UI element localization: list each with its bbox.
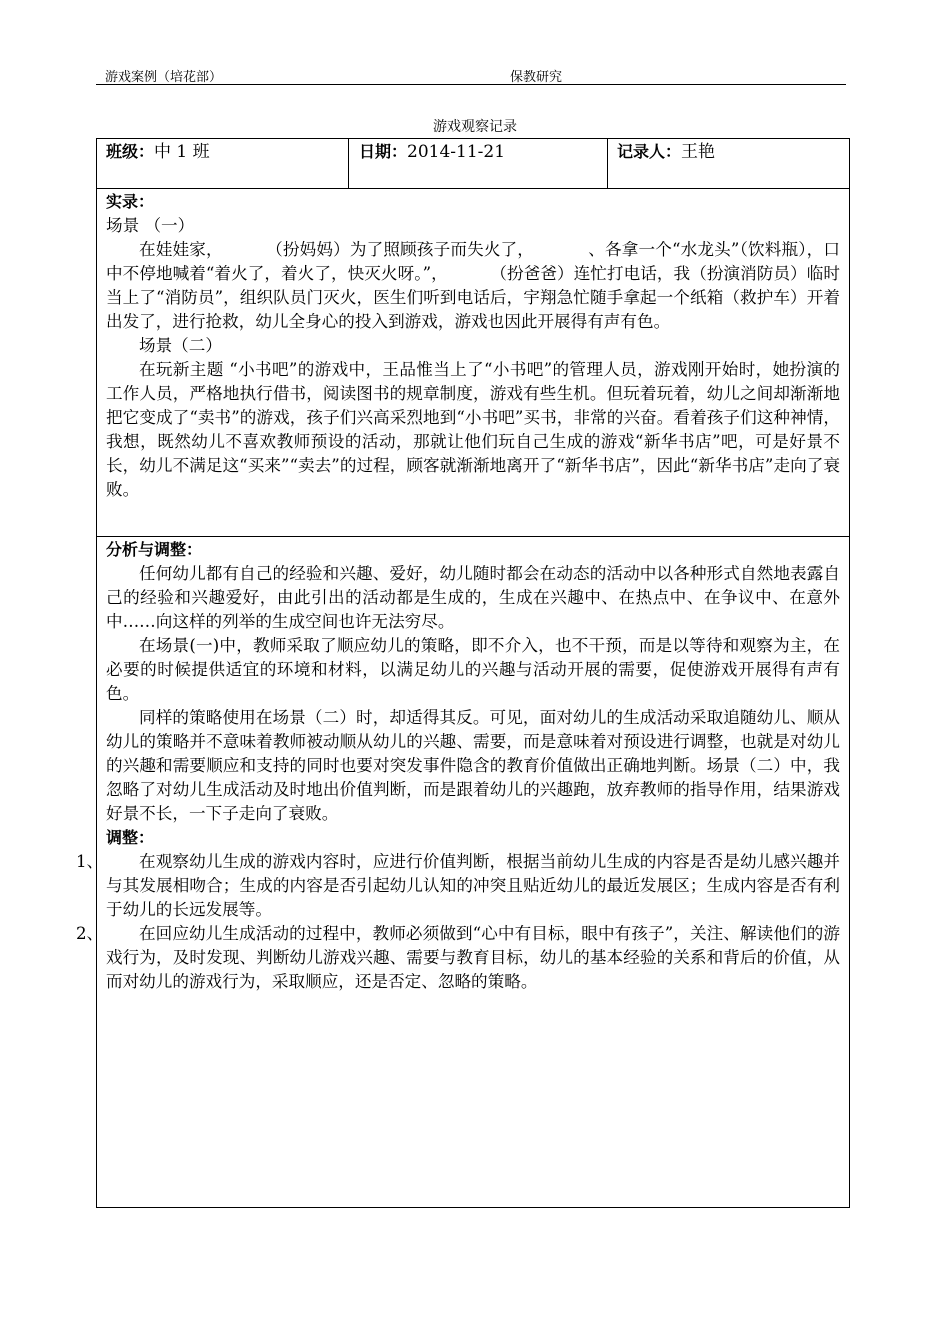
scene2-title: 场景（二） xyxy=(139,336,222,355)
adjust-label: 调整： xyxy=(106,828,155,847)
record-section xyxy=(106,190,840,502)
row-divider xyxy=(97,536,849,537)
row-divider xyxy=(97,188,849,189)
analysis-paragraph: 任何幼儿都有自己的经验和兴趣、爱好，幼儿随时都会在动态的活动中以各种形式自然地表露自己的经验和兴趣爱好，由此引出的活动都是生成的，生成在兴趣中、在热点中、在争议中、在意外中……向这样的列举的生成空间也许无法穷尽。 xyxy=(106,564,840,631)
recorder-label: 记录人： xyxy=(617,142,682,161)
header-rule xyxy=(96,84,846,85)
adjust-item-number: 2、 xyxy=(76,924,104,943)
class-cell xyxy=(106,140,210,164)
header-left-text: 游戏案例（培花部） xyxy=(105,70,223,85)
analysis-paragraph: 同样的策略使用在场景（二）时，却适得其反。可见，面对幼儿的生成活动采取追随幼儿、顺从幼儿的策略并不意味着教师被动顺从幼儿的兴趣、需要，而是意味着对预设进行调整，也就是对幼儿的兴趣和需要顺应和支持的同时也要对突发事件隐含的教育价值做出正确地判断。场景（二）中，我忽略了对幼儿生成活动及时地出价值判断，而是跟着幼儿的兴趣跑，放弃教师的指导作用，结果游戏好景不长，一下子走向了衰败。 xyxy=(106,708,840,823)
adjust-item-text: 在回应幼儿生成活动的过程中，教师必须做到“心中有目标，眼中有孩子”，关注、解读他们的游戏行为，及时发现、判断幼儿游戏兴趣、需要与教育目标，幼儿的基本经验的关系和背后的价值，从而对幼儿的游戏行为，采取顺应，还是否定、忽略的策略。 xyxy=(106,924,840,991)
column-divider xyxy=(607,139,608,188)
document-title: 游戏观察记录 xyxy=(433,119,517,135)
record-label: 实录： xyxy=(106,192,155,211)
adjust-item xyxy=(76,850,840,922)
date-value: 2014-11-21 xyxy=(407,142,506,162)
adjust-item xyxy=(76,922,840,994)
scene1-title: 场景 （一） xyxy=(106,216,195,235)
adjust-item-number: 1、 xyxy=(76,852,104,871)
record-table xyxy=(76,138,850,1208)
scene1-text: 在娃娃家， （扮妈妈）为了照顾孩子而失火了， 、各拿一个“水龙头”（饮料瓶），口中不停地喊着“着火了，着火了，快灭火呀。”， （扮爸爸）连忙打电话，我（扮演消防员）临时当上了“消防员”，组织队员门灭火，医生们听到电话后，宇翔急忙随手拿起一个纸箱（救护车）开着出发了，进行抢救，幼儿全身心的投入到游戏，游戏也因此开展得有声有色。 xyxy=(106,240,840,331)
column-divider xyxy=(348,139,349,188)
analysis-paragraph: 在场景(一)中，教师采取了顺应幼儿的策略，即不介入，也不干预，而是以等待和观察为主，在必要的时候提供适宜的环境和材料，以满足幼儿的兴趣与活动开展的需要，促使游戏开展得有声有色。 xyxy=(106,636,840,703)
recorder-value: 王艳 xyxy=(681,142,716,162)
adjust-item-text: 在观察幼儿生成的游戏内容时，应进行价值判断，根据当前幼儿生成的内容是否是幼儿感兴趣并与其发展相吻合；生成的内容是否引起幼儿认知的冲突且贴近幼儿的最近发展区；生成内容是否有利于幼儿的长远发展等。 xyxy=(106,852,840,919)
class-label: 班级： xyxy=(106,142,155,161)
date-label: 日期： xyxy=(359,142,408,161)
analysis-label: 分析与调整： xyxy=(106,540,203,559)
recorder-cell xyxy=(617,140,715,164)
header-center-text: 保教研究 xyxy=(510,70,563,85)
class-value: 中 1 班 xyxy=(154,142,210,162)
analysis-section xyxy=(76,538,840,994)
date-cell xyxy=(359,140,505,164)
scene2-text: 在玩新主题 “小书吧”的游戏中，王品惟当上了“小书吧”的管理人员，游戏刚开始时，她扮演的工作人员，严格地执行借书，阅读图书的规章制度，游戏有些生机。但玩着玩着，幼儿之间却渐渐地把它变成了“卖书”的游戏，孩子们兴高采烈地到“小书吧”买书，非常的兴奋。看着孩子们这种神情，我想，既然幼儿不喜欢教师预设的活动，那就让他们玩自己生成的游戏“新华书店”吧，可是好景不长，幼儿不满足这“买来”“卖去”的过程，顾客就渐渐地离开了“新华书店”，因此“新华书店”走向了衰败。 xyxy=(106,360,840,499)
